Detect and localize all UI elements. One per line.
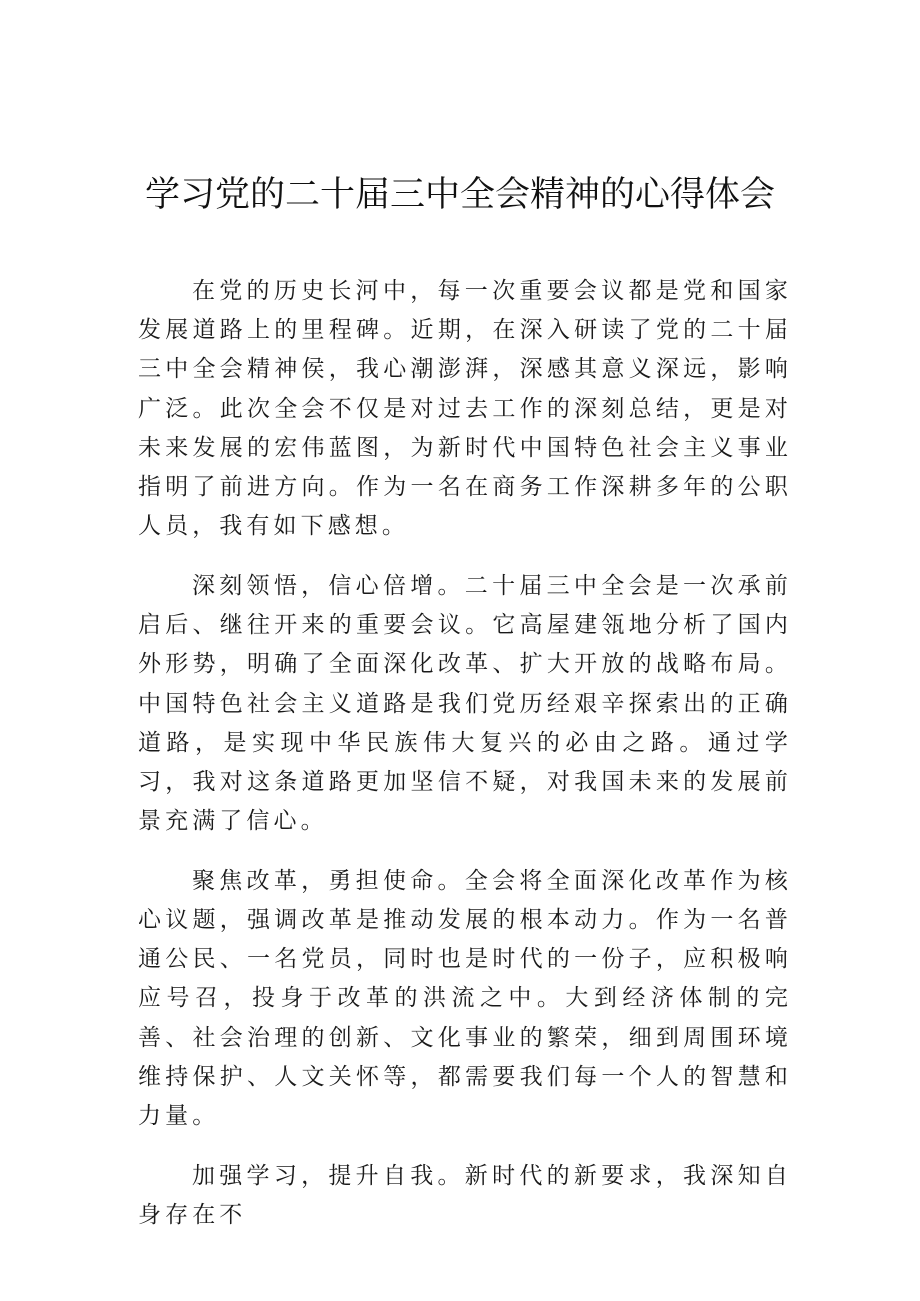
paragraph-intro: 在党的历史长河中，每一次重要会议都是党和国家发展道路上的里程碑。近期，在深入研读了党的二十届三中全会精神侯，我心潮澎湃，深感其意义深远，影响广泛。此次全会不仅是对过去工作的深刻总结，更是对未来发展的宏伟蓝图，为新时代中国特色社会主义事业指明了前进方向。作为一名在商务工作深耕多年的公职人员，我有如下感想。 [138, 278, 792, 540]
document-body [138, 272, 792, 1256]
paragraph-learning: 加强学习，提升自我。新时代的新要求，我深知自身存在不 [138, 1162, 792, 1228]
document-title: 学习党的二十届三中全会精神的心得体会 [144, 175, 775, 215]
paragraph-reform: 聚焦改革，勇担使命。全会将全面深化改革作为核心议题，强调改革是推动发展的根本动力。作为一名普通公民、一名党员，同时也是时代的一份子，应积极响应号召，投身于改革的洪流之中。大到经济体制的完善、社会治理的创新、文化事业的繁荣，细到周围环境维持保护、人文关怀等，都需要我们每一个人的智慧和力量。 [138, 867, 792, 1130]
paragraph-confidence: 深刻领悟，信心倍增。二十届三中全会是一次承前启后、继往开来的重要会议。它高屋建瓴地分析了国内外形势，明确了全面深化改革、扩大开放的战略布局。中国特色社会主义道路是我们党历经艰辛探索出的正确道路，是实现中华民族伟大复兴的必由之路。通过学习，我对这条道路更加坚信不疑，对我国未来的发展前景充满了信心。 [138, 572, 792, 835]
